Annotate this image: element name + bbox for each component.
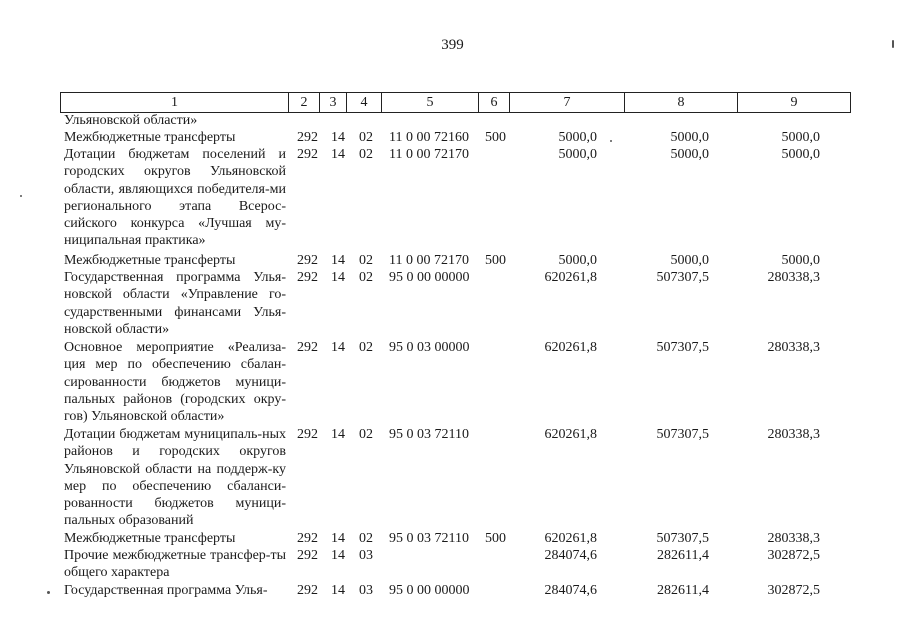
scan-speck [20, 195, 22, 197]
cell-expense-type: 500 [485, 130, 506, 145]
cell-subsection: 03 [359, 548, 373, 563]
cell-ministry: 292 [297, 531, 318, 546]
cell-ministry: 292 [297, 147, 318, 162]
cell-subsection: 02 [359, 531, 373, 546]
cell-amount-3: 5000,0 [781, 130, 820, 145]
cell-amount-1: 620261,8 [544, 340, 597, 355]
header-col-4: 4 [346, 93, 381, 112]
header-col-5: 5 [381, 93, 478, 112]
cell-section: 14 [331, 531, 345, 546]
row-name: Государственная программа Улья- [64, 583, 268, 598]
cell-ministry: 292 [297, 130, 318, 145]
cell-amount-2: 507307,5 [656, 531, 709, 546]
scan-speck [47, 591, 50, 594]
cell-target-article: 95 0 03 72110 [389, 427, 469, 442]
cell-target-article: 95 0 00 00000 [389, 583, 470, 598]
cell-amount-2: 507307,5 [656, 340, 709, 355]
cell-ministry: 292 [297, 548, 318, 563]
cell-target-article: 11 0 00 72170 [389, 147, 469, 162]
cell-amount-3: 280338,3 [767, 531, 820, 546]
cell-amount-3: 280338,3 [767, 270, 820, 285]
cell-target-article: 11 0 00 72170 [389, 253, 469, 268]
cell-subsection: 02 [359, 147, 373, 162]
cell-target-article: 95 0 03 00000 [389, 340, 470, 355]
row-name: Дотации бюджетам муниципаль-ных районов и городских округов Ульяновской области на поддерж-ку мер по обеспечению сбаланси-рованности бюджетов муници-пальных образований [64, 427, 286, 529]
cell-target-article: 95 0 00 00000 [389, 270, 470, 285]
header-col-1: 1 [60, 93, 288, 112]
cell-amount-1: 620261,8 [544, 270, 597, 285]
cell-expense-type: 500 [485, 253, 506, 268]
page-number: 399 [441, 37, 464, 53]
header-col-3: 3 [319, 93, 346, 112]
cell-amount-2: 282611,4 [657, 583, 709, 598]
cell-section: 14 [331, 147, 345, 162]
cell-amount-1: 5000,0 [558, 147, 597, 162]
cell-amount-1: 620261,8 [544, 531, 597, 546]
cell-amount-1: 284074,6 [544, 548, 597, 563]
cell-subsection: 02 [359, 130, 373, 145]
cell-subsection: 02 [359, 253, 373, 268]
cell-section: 14 [331, 253, 345, 268]
cell-amount-1: 5000,0 [558, 130, 597, 145]
cell-ministry: 292 [297, 340, 318, 355]
cell-subsection: 02 [359, 340, 373, 355]
cell-subsection: 03 [359, 583, 373, 598]
row-name: Основное мероприятие «Реализа-ция мер по обеспечению сбалан-сированности бюджетов муници-пальных районов (городских окру-гов) Ульяновской области» [64, 340, 286, 425]
cell-amount-2: 507307,5 [656, 270, 709, 285]
header-col-9: 9 [737, 93, 851, 112]
cell-amount-3: 280338,3 [767, 340, 820, 355]
cell-section: 14 [331, 583, 345, 598]
cell-amount-1: 5000,0 [558, 253, 597, 268]
scan-speck [892, 40, 894, 48]
row-name: Дотации бюджетам поселений и городских округов Ульяновской области, являющихся победителя-ми регионального этапа Всерос-сийского конкурса «Лучшая му-ниципальная практика» [64, 147, 286, 249]
row-name: Ульяновской области» [64, 113, 198, 128]
cell-amount-3: 302872,5 [767, 583, 820, 598]
cell-amount-3: 280338,3 [767, 427, 820, 442]
cell-ministry: 292 [297, 270, 318, 285]
cell-amount-3: 5000,0 [781, 253, 820, 268]
cell-amount-3: 302872,5 [767, 548, 820, 563]
cell-ministry: 292 [297, 583, 318, 598]
scan-speck [610, 140, 612, 142]
cell-amount-1: 620261,8 [544, 427, 597, 442]
header-col-8: 8 [624, 93, 737, 112]
row-name: Прочие межбюджетные трансфер-ты общего характера [64, 548, 286, 581]
cell-section: 14 [331, 270, 345, 285]
cell-amount-2: 5000,0 [670, 253, 709, 268]
cell-section: 14 [331, 130, 345, 145]
cell-amount-2: 5000,0 [670, 147, 709, 162]
cell-amount-3: 5000,0 [781, 147, 820, 162]
cell-subsection: 02 [359, 427, 373, 442]
table-header [60, 92, 851, 113]
cell-ministry: 292 [297, 427, 318, 442]
cell-expense-type: 500 [485, 531, 506, 546]
cell-amount-2: 507307,5 [656, 427, 709, 442]
cell-ministry: 292 [297, 253, 318, 268]
cell-target-article: 11 0 00 72160 [389, 130, 469, 145]
cell-target-article: 95 0 03 72110 [389, 531, 469, 546]
cell-amount-2: 5000,0 [670, 130, 709, 145]
cell-section: 14 [331, 548, 345, 563]
row-name: Межбюджетные трансферты [64, 253, 236, 268]
row-name: Межбюджетные трансферты [64, 531, 236, 546]
row-name: Межбюджетные трансферты [64, 130, 236, 145]
cell-amount-1: 284074,6 [544, 583, 597, 598]
header-col-2: 2 [288, 93, 319, 112]
cell-subsection: 02 [359, 270, 373, 285]
cell-section: 14 [331, 340, 345, 355]
row-name: Государственная программа Улья-новской области «Управление го-сударственными финансами Улья-новской области» [64, 270, 286, 337]
cell-amount-2: 282611,4 [657, 548, 709, 563]
cell-section: 14 [331, 427, 345, 442]
header-col-7: 7 [509, 93, 624, 112]
header-col-6: 6 [478, 93, 509, 112]
